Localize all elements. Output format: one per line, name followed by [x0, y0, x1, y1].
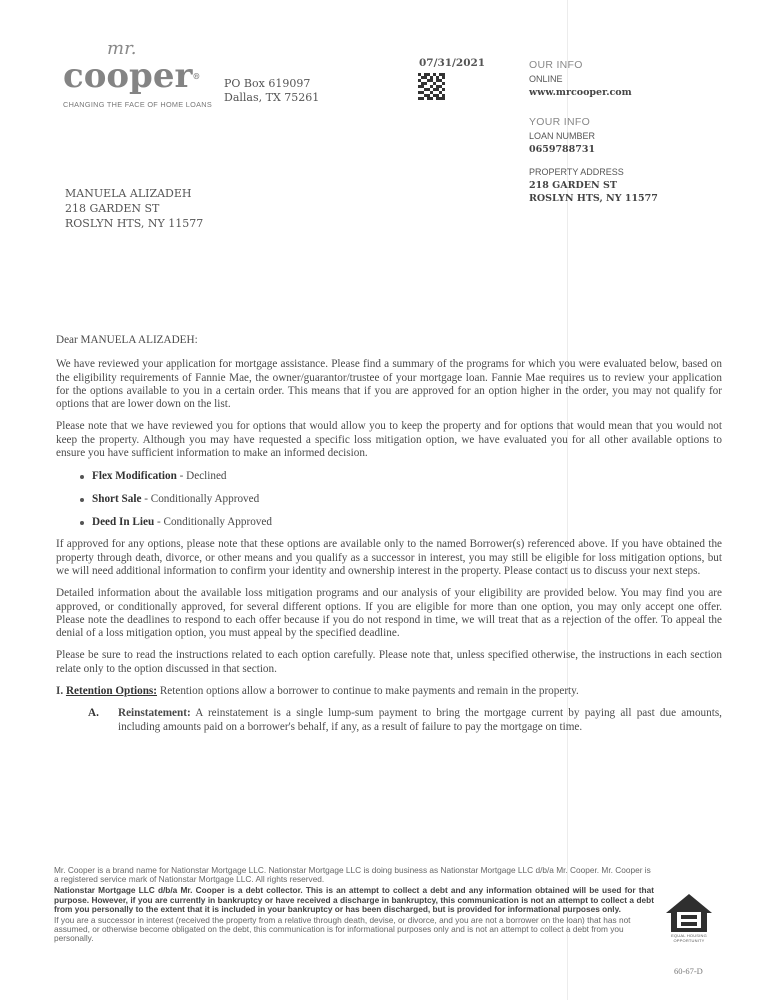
paragraph-detailed-info: Detailed information about the available loss mitigation programs and our analysis of your eligibility are provided below. You may find you are approved, or conditionally approved, for several different options. If you are eligible for more than one option, you may only accept one offer. Please note the deadlines to respond to each offer because if you do not respond in time, we will treat that as a rejection of the offer. To appeal the denial of a loss mitigation option, you must appeal by the specified deadline.: [56, 587, 722, 640]
paragraph-instructions: Please be sure to read the instructions related to each option carefully. Please note that, unless specified otherwise, the instructions in each section relate only to the option discussed in that section.: [56, 649, 722, 675]
section-title: Retention Options:: [65, 685, 158, 698]
option-item: [80, 469, 722, 483]
option-status: - Declined: [179, 470, 227, 483]
loan-number-label: LOAN NUMBER: [529, 131, 596, 141]
option-status: - Conditionally Approved: [144, 493, 260, 506]
paragraph-successor: If approved for any options, please note that these options are available only to the named Borrower(s) referenced above. If you have obtained the property through death, divorce, or other means and you qualify as a successor in interest, you may still be eligible for loss mitigation options, but we will need additional information to confirm your identity and ownership interest in the property. Please contact us to discuss your next steps.: [56, 538, 722, 577]
recipient-city: ROSLYN HTS, NY 11577: [65, 217, 204, 230]
successor-notice: If you are a successor in interest (received the property from a relative through death, devise, or divorce, and you are not a borrower on the loan) that has not assumed, or otherwise become obligated on the debt, this communication is for informational purposes only and is not an attempt to collect a debt from you personally.: [54, 915, 631, 944]
footer-disclosures: [54, 866, 654, 946]
subsection-letter: A.: [88, 707, 99, 720]
debt-collector-notice: Nationstar Mortgage LLC d/b/a Mr. Cooper is a debt collector. This is an attempt to collect a debt and any information obtained will be used for that purpose. However, if you are currently in bankruptcy or have received a discharge in bankruptcy, this communication is not an attempt to collect a debt from you personally to the extent that it is included in your bankruptcy or has been discharged, but is provided for informational purposes only.: [54, 885, 654, 914]
subsection-text: A reinstatement is a single lump-sum payment to bring the mortgage current by paying all past due amounts, including amounts paid on a borrower's behalf, if any, as a result of failure to pay the mortgage on time.: [118, 707, 722, 733]
option-status: - Conditionally Approved: [156, 516, 272, 529]
brand-notice: Mr. Cooper is a brand name for Nationstar Mortgage LLC. Nationstar Mortgage LLC is doing business as Nationstar Mortgage LLC d/b/a Mr. Cooper. Mr. Cooper is a registered service mark of Nationstar Mortgage LLC. All rights reserved.: [54, 865, 651, 885]
section-text: Retention options allow a borrower to continue to make payments and remain in the property.: [159, 685, 579, 698]
return-address: [224, 77, 319, 105]
online-label: ONLINE: [529, 74, 563, 84]
option-name: Deed In Lieu: [92, 516, 155, 529]
equal-housing-caption: EQUAL HOUSING OPPORTUNITY: [671, 933, 707, 943]
recipient-address: [65, 186, 203, 231]
loan-number: 0659788731: [529, 144, 596, 155]
mr-cooper-logo: [63, 40, 219, 109]
website-link[interactable]: www.mrcooper.com: [529, 87, 632, 98]
recipient-name: MANUELA ALIZADEH: [65, 187, 192, 200]
bullet-icon: [80, 521, 84, 525]
option-name: Short Sale: [92, 493, 142, 506]
bullet-icon: [80, 475, 84, 479]
logo-mr: mr.: [107, 38, 137, 59]
option-name: Flex Modification: [92, 470, 177, 483]
qr-code-icon: [418, 73, 445, 100]
info-block: [529, 58, 729, 205]
form-code: 60-67-D: [674, 966, 703, 976]
paragraph-options-reviewed: Please note that we have reviewed you for options that would allow you to keep the property and for options that would mean that you would not keep the property. Although you may have requested a specific loss mitigation option, we have evaluated you for all other available options to ensure you have sufficient information to make an informed decision.: [56, 420, 722, 460]
subsection-title: Reinstatement:: [118, 707, 191, 720]
section-retention-options: [56, 685, 722, 698]
bullet-icon: [80, 498, 84, 502]
po-box: PO Box 619097: [224, 77, 311, 90]
section-number: I.: [56, 685, 64, 698]
equal-housing-house-icon: [664, 893, 714, 933]
equal-housing-logo: [664, 893, 714, 943]
your-info-heading: YOUR INFO: [529, 116, 591, 128]
logo-wordmark: [63, 58, 219, 94]
logo-cooper-text: cooper: [63, 56, 193, 96]
logo-tagline: CHANGING THE FACE OF HOME LOANS: [63, 100, 213, 109]
recipient-street: 218 GARDEN ST: [65, 202, 160, 215]
subsection-body: [118, 707, 722, 734]
return-city: Dallas, TX 75261: [224, 91, 320, 104]
property-address-line2: ROSLYN HTS, NY 11577: [529, 193, 658, 204]
greeting: Dear MANUELA ALIZADEH:: [56, 334, 198, 346]
property-address-line1: 218 GARDEN ST: [529, 180, 617, 191]
subsection-reinstatement: [56, 707, 722, 734]
registered-mark: ®: [192, 71, 201, 81]
option-item: [80, 492, 722, 506]
property-address-label: PROPERTY ADDRESS: [529, 167, 624, 177]
option-item: [80, 515, 722, 529]
paragraph-review-summary: We have reviewed your application for mortgage assistance. Please find a summary of the programs for which you were evaluated below, based on the eligibility requirements of Fannie Mae, the owner/guarantor/trustee of your mortgage loan. Fannie Mae requires us to review your application for the options available to you in a certain order. This means that if you are approved for an option higher in the order, you may not qualify for options that are lower down on the list.: [56, 358, 722, 411]
letter-body: [56, 334, 722, 734]
letter-date: 07/31/2021: [419, 57, 486, 69]
options-list: [56, 469, 722, 529]
our-info-heading: OUR INFO: [529, 59, 583, 71]
